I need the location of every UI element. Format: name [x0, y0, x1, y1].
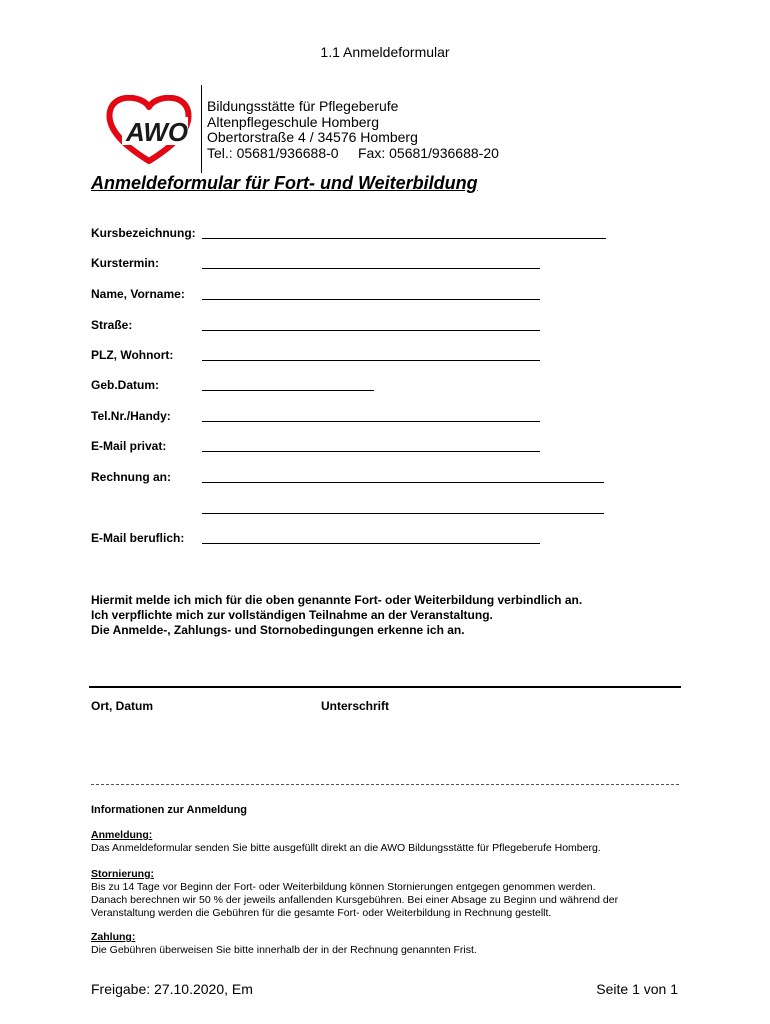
- address-line-school: Altenpflegeschule Homberg: [207, 113, 379, 130]
- footer-page-number: Seite 1 von 1: [596, 981, 678, 997]
- info-anmeldung: [91, 829, 691, 855]
- info-stornierung: [91, 868, 691, 920]
- input-telefon[interactable]: [202, 421, 540, 422]
- input-strasse[interactable]: [202, 330, 540, 331]
- label-email-beruflich: E-Mail beruflich:: [91, 531, 185, 545]
- info-zahlung-text: Die Gebühren überweisen Sie bitte innerhalb der in der Rechnung genannten Frist.: [91, 944, 477, 956]
- footer-release: Freigabe: 27.10.2020, Em: [91, 981, 253, 997]
- address-block: [207, 99, 499, 161]
- info-anmeldung-text: Das Anmeldeformular senden Sie bitte ausgefüllt direkt an die AWO Bildungsstätte für Pflegeberufe Homberg.: [91, 842, 601, 854]
- input-geburtsdatum[interactable]: [202, 390, 374, 391]
- declaration-line-3: Die Anmelde-, Zahlungs- und Stornobedingungen erkenne ich an.: [91, 623, 465, 637]
- awo-logo-text: AWO: [126, 117, 189, 147]
- page-header-title: 1.1 Anmeldeformular: [320, 44, 450, 60]
- label-telefon: Tel.Nr./Handy:: [91, 409, 171, 423]
- declaration-line-1: Hiermit melde ich mich für die oben genannte Fort- oder Weiterbildung verbindlich an.: [91, 593, 583, 607]
- address-line-institution: Bildungsstätte für Pflegeberufe: [207, 98, 399, 114]
- label-geburtsdatum: Geb.Datum:: [91, 378, 160, 392]
- label-name: Name, Vorname:: [91, 287, 185, 301]
- input-email-privat[interactable]: [202, 451, 540, 452]
- label-kurstermin: Kurstermin:: [91, 256, 160, 270]
- address-line-phone-fax: Tel.: 05681/936688-0 Fax: 05681/936688-20: [207, 144, 499, 161]
- info-zahlung: [91, 931, 691, 957]
- input-name[interactable]: [202, 299, 540, 300]
- info-stornierung-text-1: Bis zu 14 Tage vor Beginn der Fort- oder Weiterbildung können Stornierungen entgegen genommen werden.: [91, 881, 596, 893]
- input-rechnung-line-2[interactable]: [202, 513, 604, 514]
- label-strasse: Straße:: [91, 318, 133, 332]
- header-divider: [201, 85, 202, 173]
- input-rechnung-line-1[interactable]: [202, 482, 604, 483]
- input-kurstermin[interactable]: [202, 268, 540, 269]
- input-email-beruflich[interactable]: [202, 543, 540, 544]
- declaration-text: [91, 593, 582, 638]
- input-kursbezeichnung[interactable]: [202, 238, 606, 239]
- address-line-street: Obertorstraße 4 / 34576 Homberg: [207, 129, 418, 145]
- label-unterschrift: Unterschrift: [321, 699, 390, 713]
- info-title: Informationen zur Anmeldung: [91, 804, 248, 816]
- form-title: Anmeldeformular für Fort- und Weiterbildung: [91, 173, 478, 193]
- signature-line[interactable]: [89, 686, 681, 688]
- label-email-privat: E-Mail privat:: [91, 439, 167, 453]
- info-anmeldung-heading: Anmeldung:: [91, 829, 153, 841]
- info-stornierung-text-2: Danach berechnen wir 50 % der jeweils anfallenden Kursgebühren. Bei einer Absage zu Beginn und während der: [91, 894, 619, 906]
- label-plz-wohnort: PLZ, Wohnort:: [91, 348, 174, 362]
- awo-logo: [104, 95, 194, 165]
- info-zahlung-heading: Zahlung:: [91, 931, 136, 943]
- declaration-line-2: Ich verpflichte mich zur vollständigen Teilnahme an der Veranstaltung.: [91, 608, 493, 622]
- label-rechnung: Rechnung an:: [91, 470, 171, 484]
- input-plz-wohnort[interactable]: [202, 360, 540, 361]
- label-ort-datum: Ort, Datum: [91, 699, 154, 713]
- info-stornierung-text-3: Veranstaltung werden die Gebühren für die gesamte Fort- oder Weiterbildung in Rechnung gestellt.: [91, 907, 552, 919]
- label-kursbezeichnung: Kursbezeichnung:: [91, 226, 196, 240]
- info-stornierung-heading: Stornierung:: [91, 868, 154, 880]
- cut-line-divider: [91, 784, 679, 785]
